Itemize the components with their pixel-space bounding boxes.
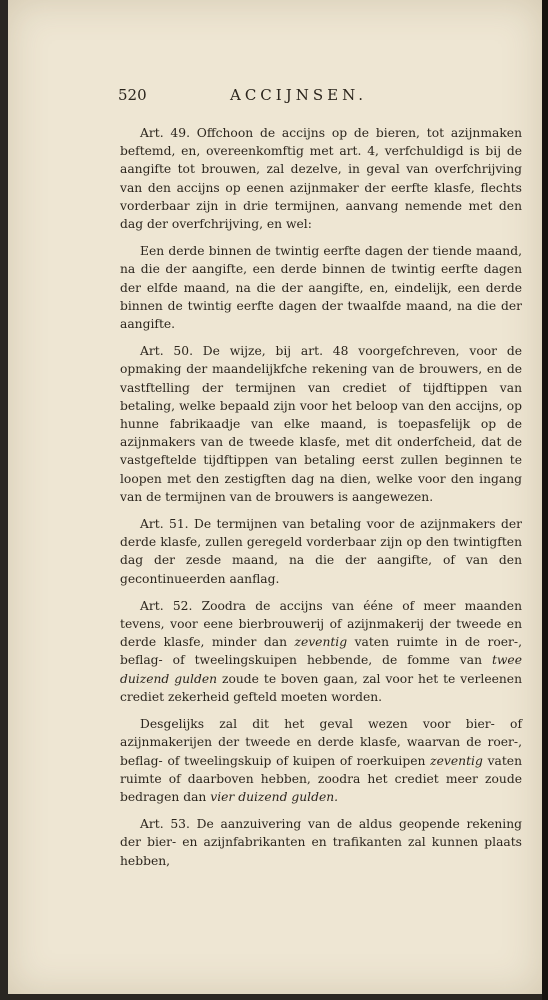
paragraph	[120, 597, 522, 706]
text-run: Desgelijks zal dit het geval wezen voor bier- of azijnmakerijen der tweede en derde klasfe, waarvan de roer-, beflag- of tweelingskuip of kuipen of roerkuipen	[120, 717, 522, 768]
text-run: Art. 50. De wijze, bij art. 48 voorgefchreven, voor de opmaking der maandelijkfche rekening van de brouwers, en de vastftelling der termijnen van crediet of tijdftippen van betaling, welke bepaald zijn voor het beloop van den accijns, op hunne fabrikaadje van elke maand, is toepasfelijk op de azijnmakers van de tweede klasfe, met dit onderfcheid, dat de vastgeftelde tijdftippen van betaling eerst zullen beginnen te loopen met den zestigften dag na dien, welke voor den ingang van de termijnen van de brouwers is aangewezen.	[120, 344, 522, 504]
emphasis-text: zeventig	[294, 635, 348, 650]
page-number: 520	[118, 86, 147, 104]
text-run: Art. 51. De termijnen van betaling voor de azijnmakers der derde klasfe, zullen geregeld vorderbaar zijn op den twintigften dag der zesde maand, na die der aangifte, of van den gecontinueerden aanflag.	[120, 517, 522, 586]
paragraph	[120, 342, 522, 506]
text-run: Art. 53. De aanzuivering van de aldus geopende rekening der bier- en azijnfabrikanten en trafikanten zal kunnen plaats hebben,	[120, 817, 522, 868]
paragraph	[120, 242, 522, 333]
book-spine-edge	[542, 0, 548, 1000]
body-text	[120, 124, 522, 879]
text-run: Art. 49. Offchoon de accijns op de bieren, tot azijnmaken beftemd, en, overeenkomftig met art. 4, verfchuldigd is bij de aangifte tot brouwen, zal dezelve, in geval van overfchrijving van den accijns op eenen azijnmaker der eerfte klasfe, flechts vorderbaar zijn in drie termijnen, aanvang nemende met den dag der overfchrijving, en wel:	[120, 126, 522, 232]
emphasis-text: zeventig	[430, 753, 483, 768]
page-header	[118, 86, 420, 110]
emphasis-text: vier duizend gulden.	[210, 789, 339, 804]
book-page	[8, 0, 542, 994]
text-run: vaten ruimte in de roer-, beflag- of tweelingskuipen hebbende, de fomme van	[120, 635, 522, 668]
paragraph	[120, 715, 522, 806]
running-title: ACCIJNSEN.	[230, 86, 368, 104]
text-run: vaten ruimte of daarboven hebben, zoodra het crediet meer zoude bedragen dan	[120, 753, 522, 804]
paragraph	[120, 815, 522, 870]
text-run: zoude te boven gaan, zal voor het te verleenen crediet zekerheid gefteld moeten worden.	[120, 671, 522, 704]
text-run: Art. 52. Zoodra de accijns van ééne of meer maanden tevens, voor eene bierbrouwerij of azijnmakerij der tweede en derde klasfe, minder dan	[120, 598, 522, 650]
text-run: Een derde binnen de twintig eerfte dagen der tiende maand, na die der aangifte, een derde binnen de twintig eerfte dagen der elfde maand, na die der aangifte, en, eindelijk, een derde binnen de twintig eerfte dagen der twaalfde maand, na die der aangifte.	[120, 244, 522, 332]
paragraph	[120, 515, 522, 588]
emphasis-text: twee duizend gulden	[120, 653, 522, 686]
paragraph	[120, 124, 522, 233]
